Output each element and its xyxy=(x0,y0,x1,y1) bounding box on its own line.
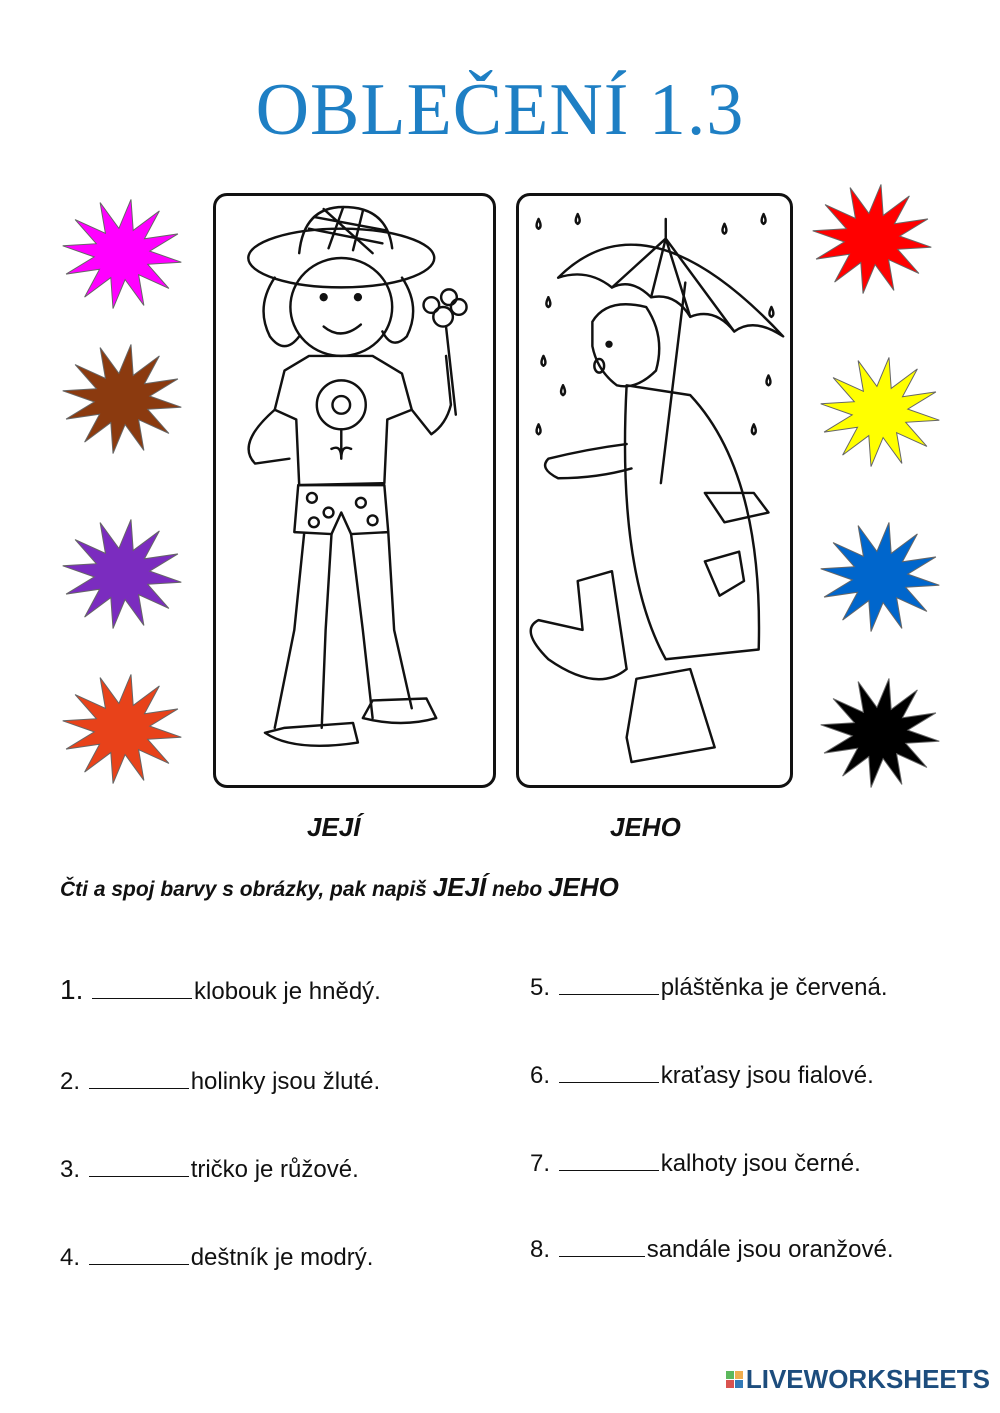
girl-picture-panel[interactable] xyxy=(213,193,496,788)
answer-blank-5[interactable] xyxy=(559,972,659,995)
sentence-text: kalhoty jsou černé. xyxy=(660,1150,861,1177)
sentence-text: kraťasy jsou fialové. xyxy=(660,1062,874,1089)
sentence-number: 2. xyxy=(60,1068,81,1095)
sentence-1 xyxy=(60,974,381,1006)
boy-illustration xyxy=(519,196,790,785)
label-her: JEJÍ xyxy=(307,812,361,842)
sentence-number: 8. xyxy=(530,1236,551,1263)
logo-text: LIVEWORKSHEETS xyxy=(745,1364,990,1394)
answer-blank-4[interactable] xyxy=(89,1242,189,1265)
sentence-text: tričko je růžové. xyxy=(190,1156,359,1183)
color-star-red[interactable] xyxy=(810,182,934,296)
sentence-number: 5. xyxy=(530,974,551,1001)
color-star-yellow[interactable] xyxy=(818,355,942,469)
girl-illustration xyxy=(216,196,493,785)
sentence-text: pláštěnka je červená. xyxy=(660,974,888,1001)
color-star-purple[interactable] xyxy=(60,517,184,631)
answer-blank-7[interactable] xyxy=(559,1148,659,1171)
logo-mark-icon xyxy=(726,1371,743,1388)
color-star-black[interactable] xyxy=(818,676,942,790)
page-title: OBLEČENÍ 1.3 xyxy=(255,69,745,151)
answer-blank-6[interactable] xyxy=(559,1060,659,1083)
instruction-text: Čti a spoj barvy s obrázky, pak napiš xyxy=(60,878,427,901)
instruction-or: nebo xyxy=(492,878,543,901)
color-star-orange[interactable] xyxy=(60,672,184,786)
sentence-8 xyxy=(530,1234,894,1264)
label-his: JEHO xyxy=(610,812,681,842)
liveworksheets-logo xyxy=(726,1364,990,1395)
boy-picture-panel[interactable] xyxy=(516,193,793,788)
color-star-pink[interactable] xyxy=(60,197,184,311)
color-star-blue[interactable] xyxy=(818,520,942,634)
sentence-2 xyxy=(60,1066,380,1096)
sentence-number: 1. xyxy=(60,974,84,1005)
sentence-5 xyxy=(530,972,888,1002)
sentence-6 xyxy=(530,1060,874,1090)
instruction-word-her: JEJÍ xyxy=(432,872,487,902)
sentence-text: deštník je modrý. xyxy=(190,1244,374,1271)
sentence-7 xyxy=(530,1148,861,1178)
answer-blank-8[interactable] xyxy=(559,1234,645,1257)
instruction-word-his: JEHO xyxy=(548,872,619,902)
sentence-3 xyxy=(60,1154,359,1184)
sentence-4 xyxy=(60,1242,373,1272)
sentence-text: klobouk je hnědý. xyxy=(194,978,381,1005)
sentence-text: sandále jsou oranžové. xyxy=(646,1236,894,1263)
sentence-number: 4. xyxy=(60,1244,81,1271)
answer-blank-3[interactable] xyxy=(89,1154,189,1177)
sentence-text: holinky jsou žluté. xyxy=(190,1068,381,1095)
answer-blank-2[interactable] xyxy=(89,1066,189,1089)
sentence-number: 7. xyxy=(530,1150,551,1177)
color-star-brown[interactable] xyxy=(60,342,184,456)
instructions xyxy=(60,872,619,903)
sentence-number: 3. xyxy=(60,1156,81,1183)
sentence-number: 6. xyxy=(530,1062,551,1089)
answer-blank-1[interactable] xyxy=(92,976,192,999)
